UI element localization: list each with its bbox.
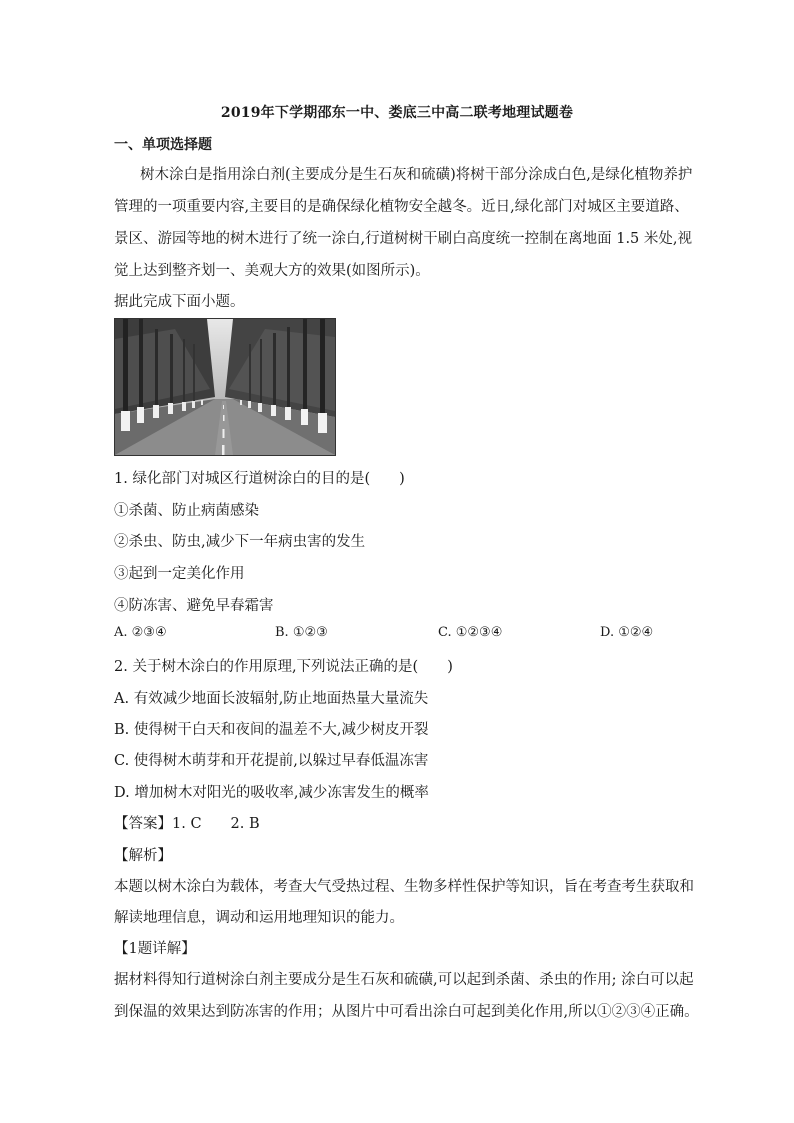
material-line: 景区、游园等地的树木进行了统一涂白,行道树树干刷白高度统一控制在离地面 1.5 米处,视 — [114, 231, 692, 247]
question-1-option-d: D. ①②④ — [600, 625, 654, 640]
question-1-item: ②杀虫、防虫,减少下一年病虫害的发生 — [114, 534, 366, 550]
question-1-stem: 1. 绿化部门对城区行道树涂白的目的是( ) — [114, 471, 405, 487]
material-line: 觉上达到整齐划一、美观大方的效果(如图所示)。 — [114, 263, 430, 279]
question-1-item: ③起到一定美化作用 — [114, 566, 245, 582]
question-1-item: ①杀菌、防止病菌感染 — [114, 503, 259, 519]
road-tree-photo — [114, 318, 336, 456]
question-1-option-c: C. ①②③④ — [438, 625, 503, 640]
detail-line: 到保温的效果达到防冻害的作用；从图片中可看出涂白可起到美化作用,所以①②③④正确。 — [114, 1004, 699, 1020]
answer-line: 【答案】1. C 2. B — [114, 816, 260, 832]
question-2-option-c: C. 使得树木萌芽和开花提前,以躲过早春低温冻害 — [114, 753, 429, 769]
material-line: 树木涂白是指用涂白剂(主要成分是生石灰和硫磺)将树干部分涂成白色,是绿化植物养护 — [140, 167, 693, 183]
material-line: 管理的一项重要内容,主要目的是确保绿化植物安全越冬。近日,绿化部门对城区主要道路、 — [114, 199, 689, 215]
question-2-option-b: B. 使得树干白天和夜间的温差不大,减少树皮开裂 — [114, 722, 429, 738]
detail-line: 据材料得知行道树涂白剂主要成分是生石灰和硫磺,可以起到杀菌、杀虫的作用; 涂白可以起 — [114, 972, 694, 988]
road-with-whitewashed-trees-image — [115, 319, 335, 455]
question-2-option-d: D. 增加树木对阳光的吸收率,减少冻害发生的概率 — [114, 785, 429, 801]
question-1-option-a: A. ②③④ — [114, 625, 167, 640]
question-1-item: ④防冻害、避免早春霜害 — [114, 598, 274, 614]
analysis-line: 本题以树木涂白为载体，考查大气受热过程、生物多样性保护等知识，旨在考查考生获取和 — [114, 879, 694, 895]
question-1-option-b: B. ①②③ — [275, 625, 328, 640]
question-2-stem: 2. 关于树木涂白的作用原理,下列说法正确的是( ) — [114, 659, 453, 675]
analysis-line: 解读地理信息，调动和运用地理知识的能力。 — [114, 910, 404, 926]
analysis-heading: 【解析】 — [114, 848, 172, 864]
detail-heading: 【1题详解】 — [114, 941, 196, 957]
question-2-option-a: A. 有效减少地面长波辐射,防止地面热量大量流失 — [114, 691, 429, 707]
material-prompt: 据此完成下面小题。 — [114, 294, 245, 310]
section-heading: 一、单项选择题 — [114, 137, 212, 153]
exam-title: 2019年下学期邵东一中、娄底三中高二联考地理试题卷 — [220, 105, 574, 121]
